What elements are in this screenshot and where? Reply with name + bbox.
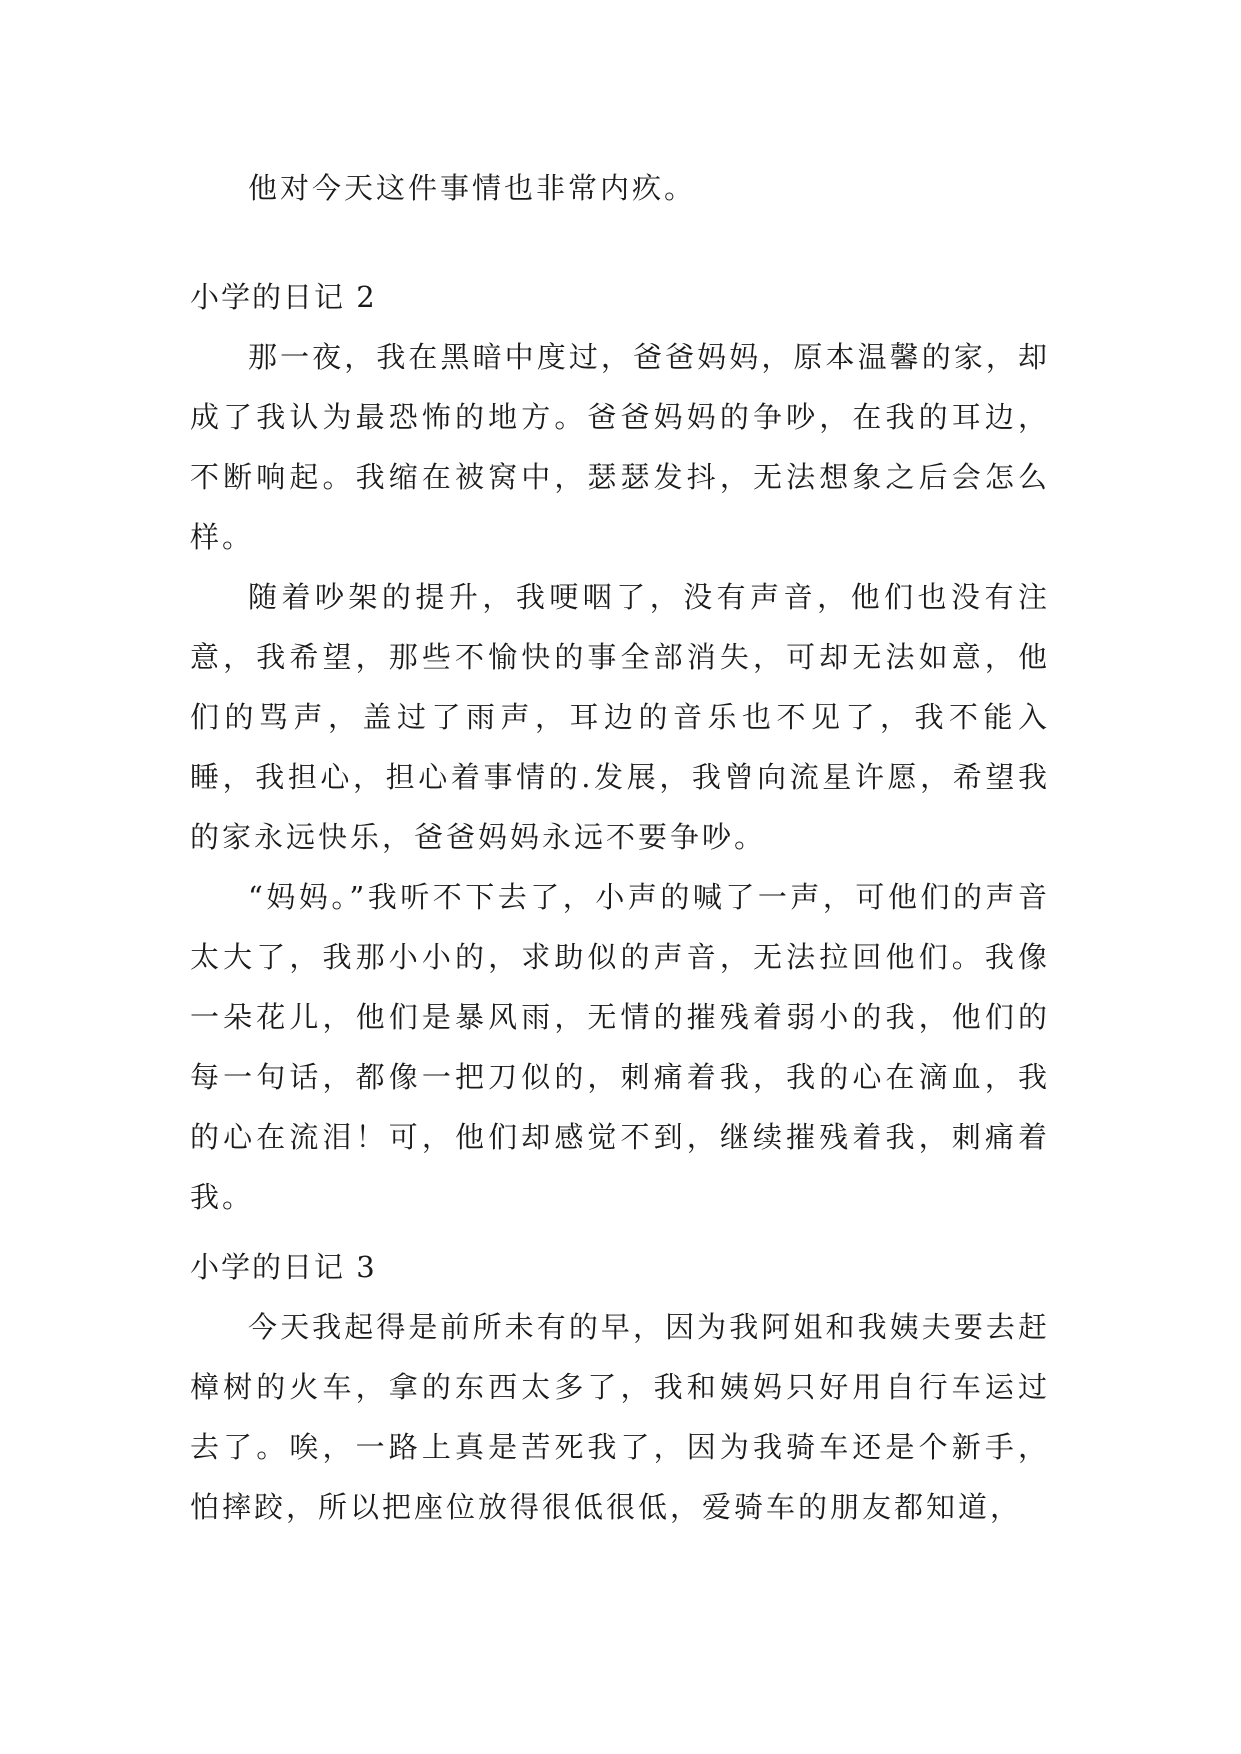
diary-3-paragraph-1: 今天我起得是前所未有的早，因为我阿姐和我姨夫要去赶樟树的火车，拿的东西太多了，我和姨妈只好用自行车运过去了。唉，一路上真是苦死我了，因为我骑车还是个新手，怕摔跤，所以把座位放得很低很低，爱骑车的朋友都知道，	[190, 1310, 1050, 1524]
intro-paragraph-1: 他对今天这件事情也非常内疚。	[248, 171, 697, 205]
diary-2-paragraph-1: 那一夜，我在黑暗中度过，爸爸妈妈，原本温馨的家，却成了我认为最恐怖的地方。爸爸妈妈的争吵，在我的耳边，不断响起。我缩在被窝中，瑟瑟发抖，无法想象之后会怎么样。	[190, 340, 1050, 554]
diary-2-title: 小学的日记 2	[190, 280, 377, 314]
diary-2-section	[190, 267, 1050, 1227]
diary-2-paragraph-3: “妈妈。”我听不下去了，小声的喊了一声，可他们的声音太大了，我那小小的，求助似的声音，无法拉回他们。我像一朵花儿，他们是暴风雨，无情的摧残着弱小的我，他们的每一句话，都像一把刀似的，刺痛着我，我的心在滴血，我的心在流泪！可，他们却感觉不到，继续摧残着我，刺痛着我。	[190, 880, 1050, 1214]
diary-2-paragraph-2: 随着吵架的提升，我哽咽了，没有声音，他们也没有注意，我希望，那些不愉快的事全部消失，可却无法如意，他们的骂声，盖过了雨声，耳边的音乐也不见了，我不能入睡，我担心，担心着事情的.发展，我曾向流星许愿，希望我的家永远快乐，爸爸妈妈永远不要争吵。	[190, 580, 1050, 854]
diary-3-section	[190, 1237, 1050, 1537]
diary-3-title: 小学的日记 3	[190, 1250, 377, 1284]
intro-section	[190, 158, 1050, 218]
